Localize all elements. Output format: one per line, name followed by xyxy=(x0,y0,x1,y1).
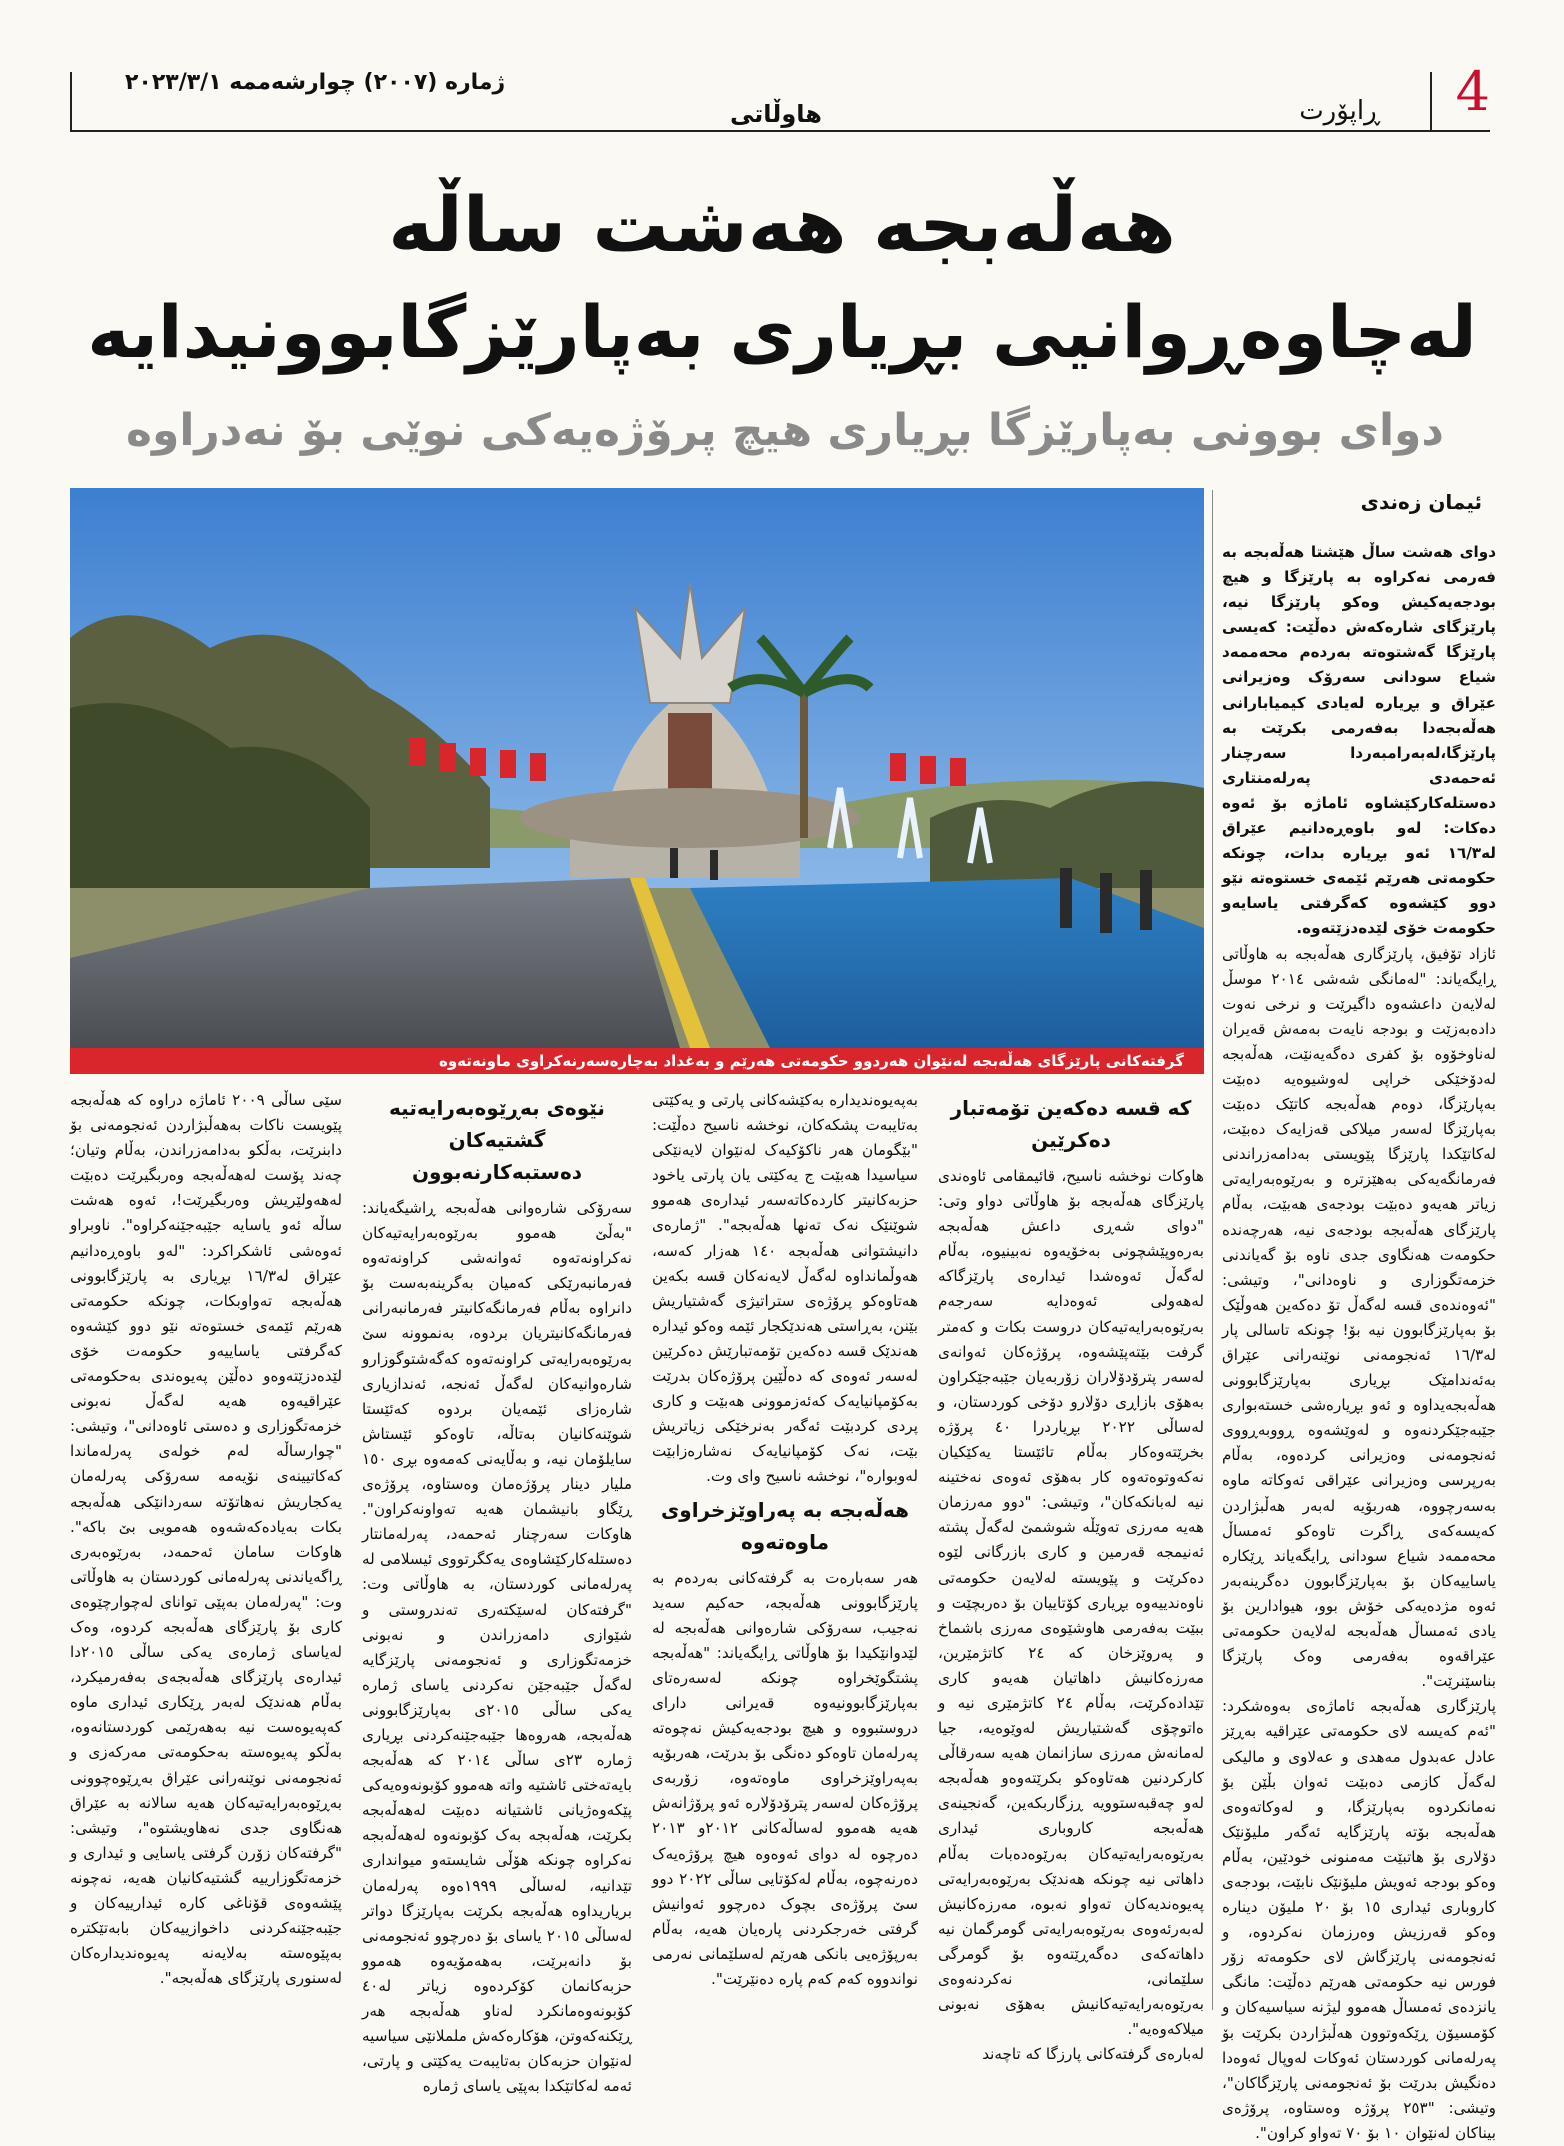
headline-line1: هەڵەبجە هەشت ساڵە xyxy=(388,180,1176,269)
section-body-2a: بەپەیوەندیدارە بەکێشەکانی پارتی و یەکێتی بەتایبەت پشکەکان، نوخشە ناسیح دەڵێت: "بێگومان هەر ناکۆکیەک لەنێوان لایەنێکی سیاسیدا هەبێت ج یەکێتی یان پارتی یاخود حزبەکانیتر کاردەکاتەسەر ئیدارەی هەموو شوێنێک نەک تەنها هەڵەبجە". "ژمارەی دانیشتوانی هەڵەبجە ١٤٠ هەزار کەسە، هەوڵمانداوە لەگەڵ لایەنەکان قسە بکەین هەتاوەکو پرۆژەی ستراتیژی گەشتیاریش بێنن، بەڕاستی هەندێکجار ئێمە وەکو ئیدارە هەندێک قسە دەکەین تۆمەتبارێش دەکرێین لەسەر ئەوەی کە دەڵێین پرۆژەکان بدرێت بەکۆمپانیایەک کەئەزموونی هەبێت و کاری پردی کردبێت ئەگەر بەنرخێکی زیاتریش بێت، نەک کۆمپانیایەک نەشارەزابێت لەوبوارە"، نوخشە ناسیح وای وت. xyxy=(652,1091,918,1486)
intro-body: ئازاد تۆفیق، پارێزگاری هەڵەبجە بە هاوڵاتی ڕایگەیاند: "لەمانگی شەشی ٢٠١٤ موسڵ لەلایەن داعشەوە داگیرێت و نرخی نەوت دادەبەزێت و بودجە نایەت بەمەش قەیران لەناوخۆوە بۆ کفری دەگەیەنێت، هەڵەبجە لەدۆخێکی خراپی لەوشیوەیە دەبێت بەپارێزگا، دوەم هەڵەبجە کاتێک دەبێت بەپارێزگا لەسەر میلاکی قەزایەک دەبێت، لەکاتێکدا پارێزگا پێویستی بەدامەزراندنی فەرمانگەیەکی بەهێزترە و بەرێوەبەرایەتی زیاتر هەیەو دەبێت بودجەی هەبێت، بەڵام پارێزگای هەڵەبجە بودجەی نیە، هەرچەندە حکومەت هەنگاوی جدی ناوە بۆ گەیاندنی خزمەتگوزاری و ناوەدانی"، وتیشی: "ئەوەندەی قسە لەگەڵ تۆ دەکەین هەوڵێک بۆ بەپارێزگابوون نیە بۆ! چونکە تاسالی پار لە١٦/٣ ئەنجومەنی نوێنەرانی عێراق بەئەندامێک بڕیاری بەپارێزگابوونی هەڵەبجەیداوە و ئەو بڕیارەشی خستەبواری جێبەجێکردنەوە و لەوێشەوە ڕووبەڕووی ئەنجومەنی وەزیرانی کردەوە، بەڵام بەرپرسی وەزیرانی عێراقی ئەوکاتە ماوە بەسەرچووە، هەربۆیە لەبەر هەڵبژاردن کەیسەکەی ڕاگرت تاوەکو ئەمساڵ محەممەد شیاع سودانی ڕایگەیاند ڕێکارە یاساییەکان بۆ بەپارێزگابوون دەگرینەبەر ئەوە مژدەیەکی خۆش بوو، هیوادارین بۆ یادی ئەمساڵ هەڵەبجە لەلایەن حکومەتی عێراقەوە بەفەرمی وەک پارێزگا بناسێنرێت". xyxy=(1222,944,1496,1691)
photo-caption: گرفتەکانی پارێزگای هەڵەبجە لەنێوان هەردوو حکومەتی هەرێم و بەغداد بەچارەسەرنەکراوی ماونەتەوە xyxy=(70,1048,1204,1074)
article-column-3 xyxy=(362,1088,633,2096)
page-number: 4 xyxy=(1455,60,1490,123)
newspaper-logo: هاوڵاتی xyxy=(730,100,822,128)
section-body-3: سەرۆکی شارەوانی هەڵەبجە ڕاشیگەیاند: "بەڵێ هەموو بەرێوەبەرایەتیەکان نەکراونەتەوە ئەوانەشی کراونەتەوە فەرمانبەرێکی کەمیان بەگرینەبەست بۆ دانراوە بەڵام فەرمانگەکانیتر فەرمانبەرانی فەرمانگەکانیتریان بردوە، بەنموونە سێ بەرێوەبەرایەتی کراونەتەوە کەگەشتوگوزارو شارەوانیەکان لەگەڵ ئەنجە، ئەندازیاری شارەزای ئێمەیان بردوە کەئێستا شوێنەکانیان بەتاڵە، تاوەکو ئێستاش سایلۆمان نیە، و بەڵایەنی کەمەوە بڕی ١٥٠ ملیار دینار پرۆژەمان وەستاوە، پرۆژەی ڕێگاو بانیشمان هەیە تەواونەکراون". هاوکات سەرچنار ئەحمەد، پەرلەمانتار دەستلەکارکێشاوەی یەکگرتووی ئیسلامی لە پەرلەمانی کوردستان، بە هاوڵاتی وت: "گرفتەکان لەسێکتەری تەندروستی و شێوازی دامەزراندن و نەبونی خزمەتگوزاری و ئەنجومەنی پارێزگایە لەگەڵ جێبەجێن نەکردنی یاسای ژمارە یەکی ساڵی ٢٠١٥ی بەپارێزگابوونی هەڵەبجە، هەروەها جێبەجێنەکردنی بڕیاری ژمارە ٢٣ی ساڵی ٢٠١٤ کە هەڵەبجە بایەتەختی ئاشتیە واتە هەموو کۆبونەوەیەکی پێکەوەژیانی ئاشتیانە دەبێت لەهەڵەبجە بکرێت، هەڵەبجە بەک کۆبونەوە لەهەڵەبجە نەکراوە چونکە هۆڵی شایستەو میوانداری تێدانیە، لەساڵی ١٩٩٩ەوە پەرلەمان بریاریداوە هەڵەبجە بکرێت بەپارێزگا دواتر لەساڵی ٢٠١٥ یاسای بۆ دەرچوو ئەنجومەنی بۆ دانەبرێت، بەهەمۆیەوە هەموو حزبەکانمان کۆکردەوە زیاتر لە٤٠ کۆبونەوەمانکرد لەناو هەڵەبجە هەر ڕێکنەکەوتن، هۆکارەکەش ململانێی سیاسیە لەنێوان حزبەکان بەتایبەت یەکێتی و پارتی، ئەمە لەکاتێکدا بەپێی یاسای ژمارە xyxy=(362,1199,633,2096)
section-title-3: نێوەی بەڕێوەبەرایەتیە گشتیەکان دەستبەکارنەبوون xyxy=(389,1096,605,1184)
issue-info: ژمارە (٢٠٠٧) چوارشەممە ٢٠٢٣/٣/١ xyxy=(125,70,506,95)
column-divider xyxy=(1212,490,1213,2010)
article-column-1 xyxy=(938,1088,1204,2064)
article-column-4 xyxy=(70,1088,342,2008)
section-tail-1: لەبارەی گرفتەکانی پارزگا کە تاچەند xyxy=(982,2045,1204,2064)
headline-line2: لەچاوەڕوانیی بڕیاری بەپارێزگابوونیدایە xyxy=(87,290,1477,374)
masthead-right-rule xyxy=(1430,72,1432,132)
article-column-2 xyxy=(652,1088,918,2008)
section-title-1: کە قسە دەکەین تۆمەتبار دەکرێین xyxy=(950,1096,1192,1152)
article-photo xyxy=(70,488,1204,1048)
section-label: ڕاپۆرت xyxy=(1299,96,1380,126)
subheadline: دوای بوونی بەپارێزگا بڕیاری هیچ پرۆژەیەکی نوێی بۆ نەدراوە xyxy=(126,405,1444,456)
masthead xyxy=(70,60,1490,130)
section-body-4: سێی ساڵی ٢٠٠٩ ئاماژە دراوە کە هەڵەبجە پێویست ناکات بەهەڵبژاردن ئەنجومەنی بۆ دابنرێت، بەڵکو بەدامەزراندن، بەڵام وتیان؛ چەند پۆست لەهەڵەبجە وەربگیرێت دەبێت لەهەولێریش وەربگیرێت!، ئەوە هەشت ساڵە ئەو یاسایە جێبەجێنەکراوە". ناوبراو ئەوەشی ئاشکراکرد: "لەو باوەڕەدانیم عێراق لە١٦/٣ بڕیاری بە پارێزگابوونی هەڵەبجە تەواوبکات، چونکە حکومەتی هەرێم ئێمەی خستوەتە نێو دوو کێشەوە کەگرفتی یاساییەو حکومەت خۆی لێدەدزێتەوەو دەڵێن پەیوەندی بەحکومەتی عێراقیەوە هەیە لەگەڵ نەبونی خزمەتگوزاری و دەستی ئاوەدانی"، وتیشی: "چوارساڵە لەم خولەی پەرلەماندا کەکاتیینەی نۆیەمە سەرۆکی پەرلەمان یەکجاریش نەهاتۆتە سەردانێکی هەڵەبجە بکات بەیادەکەشەوە هەمویی بێ باکە". هاوکات سامان ئەحمەد، بەرێوەبەری ڕاگەیاندنی پەرلەمانی کوردستان بە هاوڵاتی وت: "پەرلەمان بەپێی توانای لەچوارچێوەی کاری بۆ پارێزگای هەڵەبجە کردوە، وەک لەیاسای ژمارەی یەکی ساڵی ٢٠١٥دا ئیدارەی پارێزگای هەڵەبجەی بەفەرمیکرد، بەڵام هەندێک لەبەر ڕێکاری ئیداری ماوە کەپەیوەست نیە بەهەرێمی کوردستانەوە، بەڵکو پەیوەستە بەحکومەتی مەرکەزی و ئەنجومەنی نوێنەرانی عێراق بەڕێوەچوونی بەڕێوەبەرایەتیەکان هەیە سالانە بە عێراق هەنگاوی جدی نەهاویشتوە"، وتیشی: "گرفتەکان زۆرن گرفتی یاسایی و ئیداری و خزمەتگوزارییە گشتیەکانیان هەیە، نەچونە پێشەوەی قۆناغی کارە ئیدارییەکان و جێبەجێنەکردنی داخوازییەکان بابەتێکترە بەپێوەستە بەلایەنە پەیوەندیدارەکان لەسنوری پارێزگای هەڵەبجە". xyxy=(70,1091,343,1988)
masthead-bottom-rule xyxy=(70,130,1490,132)
section-title-2: هەڵەبجە بە پەراوێزخراوی ماوەتەوە xyxy=(660,1497,910,1554)
byline: ئیمان زەندی xyxy=(1360,490,1482,514)
intro-lead: دوای هەشت ساڵ هێشتا هەڵەبجە بە فەرمی نەکراوە بە پارێزگا و هیچ بودجەیەکیش وەکو پارێزگا نیە، پارێزگای شارەکەش دەڵێت: کەیسی پارێزگا گەشتوەتە بەردەم محەممەد شیاع سودانی سەرۆک وەزیرانی عێراق و بڕیارە لەیادی کیمیابارانی هەڵەبجەدا بەفەرمی بکرێت بە پارێزگا،لەبەرامبەردا سەرچنار ئەحمەدی پەرلەمنتاری دەستلەکارکێشاوە ئاماژە بۆ ئەوە دەکات: لەو باوەڕەدانیم عێراق لە١٦/٣ ئەو بڕیارە بدات، چونکە حکومەتی هەرێم ئێمەی خستوەتە نێو دوو کێشەوە کەگرفتی یاسایەو حکومەت خۆی لێدەدزێتەوە. xyxy=(1222,543,1496,938)
section-body-2b: هەر سەبارەت بە گرفتەکانی بەردەم بە پارێزگابوونی هەڵەبجە، حەکیم سەید نەجیب، سەرۆکی شارەوانی هەڵەبجە لە لێدوانێکیدا بۆ هاوڵاتی ڕایگەیاند: "هەڵەبجە پشتگوێخراوە چونکە لەسەرەتای بەپارێزگابوونیەوە قەیرانی دارای دروستبووە و هیچ بودجەیەکیش نەچوەتە پەرلەمان تاوەکو دەنگی بۆ بدرێت، هەربۆیە بەپەراوێزخراوی ماوەتەوە، زۆربەی پرۆژەکان لەسەر پترۆدۆلارە ئەو پرۆژانەش هەیە هەموو لەساڵەکانی ٢٠١٢و ٢٠١٣ دەرچوە لە دوای ئەوەوە هیچ پرۆژەیەک دەرنەچوە، بەڵام لەکۆتایی ساڵی ٢٠٢٢ دوو سێ پرۆژەی بچوک دەرچوو ئەوانیش گرفتی خەرجکردنی پارەیان هەیە، بەڵام بەرپۆژەیی بانکی هەرێم لەسلێمانی نەرمی نواندووە کەم کەم پارە دەنێرێت". xyxy=(652,1568,918,1988)
masthead-left-rule xyxy=(70,72,72,132)
intro-tail: پارێزگاری هەڵەبجە ئاماژەی بەوەشکرد: "ئەم کەیسە لای حکومەتی عێراقیە بەڕێز عادل عەبدول مەهدی و عەلاوی و مالیکی لەگەڵ کازمی دەبێت ئەوان بڵێن بۆ نەمانکردوە بەپارێزگا، و لەوکاتەوەی هەڵەبجە بۆتە پارێزگایە ئەگەر ملیۆنێک دۆلاری بۆ هاتبێت مەمنونی خودێین، بەڵام وەکو بودجە ئەویش ملیۆنێک نابێت، بودجەی کاروباری ئیداری ١٥ بۆ ٢٠ ملیۆن دینارە وەکو قەرزیش وەرزمان نەکردوە، و ئەنجومەنی پارێزگاش لای حکومەتە زۆر فورس نیە حکومەتی هەرێم دەڵێت: مانگی یانزدەی ئەمساڵ هەموو لیژنە سیاسیەکان و کۆمسیۆن ڕێکەوتوون هەڵبژاردن بکرێت بۆ پەرلەمانی کوردستان ئەوکات لەوپال ئەوەدا دەنگیش بدرێت بۆ ئەنجومەنی پارێزگاکان"، وتیشی: "٢٥٣ پرۆژە وەستاوە، پرۆژەی بیناکان لەنێوان ١٠ بۆ ٧٠ تەواو کراون". xyxy=(1222,1697,1496,2142)
section-body-1: هاوکات نوخشە ناسیح، قائیمقامی ئاوەندی پارێزگای هەڵەبجە بۆ هاوڵاتی دواو وتی: "دوای شەڕی داعش هەڵەبجە بەرەوپێشچونی بەخۆیەوە نەبینیوە، بەڵام لەگەڵ ئەوەشدا ئیدارەی پارێزگاکە لەهەولی ئەوەدایە سەرجەم بەرێوەبەرایەتیەکان دروست بکات و کەمتر گرفت بێتەپێشەوە، پرۆژەکان ئەوانەی لەسەر پترۆدۆلاران زۆربەیان جێبەجێکراون بەهۆی بازاڕی دۆلارو دۆخی کوردستان، و لەساڵی ٢٠٢٢ بڕیاردرا ٤٠ پرۆژە بخرێتەوەکار بەڵام تائێستا یەکێکیان نەکەوتوەتەوە کار بەهۆی ئەوەی نەختینە نیە لەبانکەکان"، وتیشی: "دوو مەرزمان هەیە مەرزی تەوێڵە شوشمێ لەگەڵ پشتە ئەنیمجە قەرمین و کاری بازرگانی لێوە دەکرێت و پێویستە لەلایەن حکومەتی ناوەندییەوە بڕیاری کۆتاییان بۆ دەربچێت و ببێت بەفەرمی هاوشێوەی مەرزی باشماخ و پەروێزخان کە ٢٤ کاتژمێرین، مەرزەکانیش داهاتیان هەیەو کاری تێدادەکرێت، بەڵام ٢٤ کاتژمێری نیە و ەاتوچۆی گەشتیاریش لەوێوەیە، جیا لەمانەش مەرزی سازانمان هەیە سەرقاڵی کارکردنین هەتاوەکو بکرێتەوەو هەڵەبجە لەو چەقبەستوویە ڕزگاربکەین، گەنجینەی هەڵەبجە کاروباری ئیداری بەرێوەبەرایەتیەکان بەرێوەدەبات بەڵام داهاتی نیە چونکە هەندێک بەرێوەبەرایەتی پەیوەندیەکان تەواو نەبوە، مەرزەکانیش لەبەرئەوەی بەرێوەبەرایەتی گومرگمان نیە داهاتەکەی دەگەڕێتەوە بۆ گومرگی سلێمانی، نەکردنەوەی بەرێوەبەرایەتیەکانیش بەهۆی نەبونی میلاکەوەیە". xyxy=(938,1167,1204,2039)
article-column-right xyxy=(1222,540,1496,2142)
